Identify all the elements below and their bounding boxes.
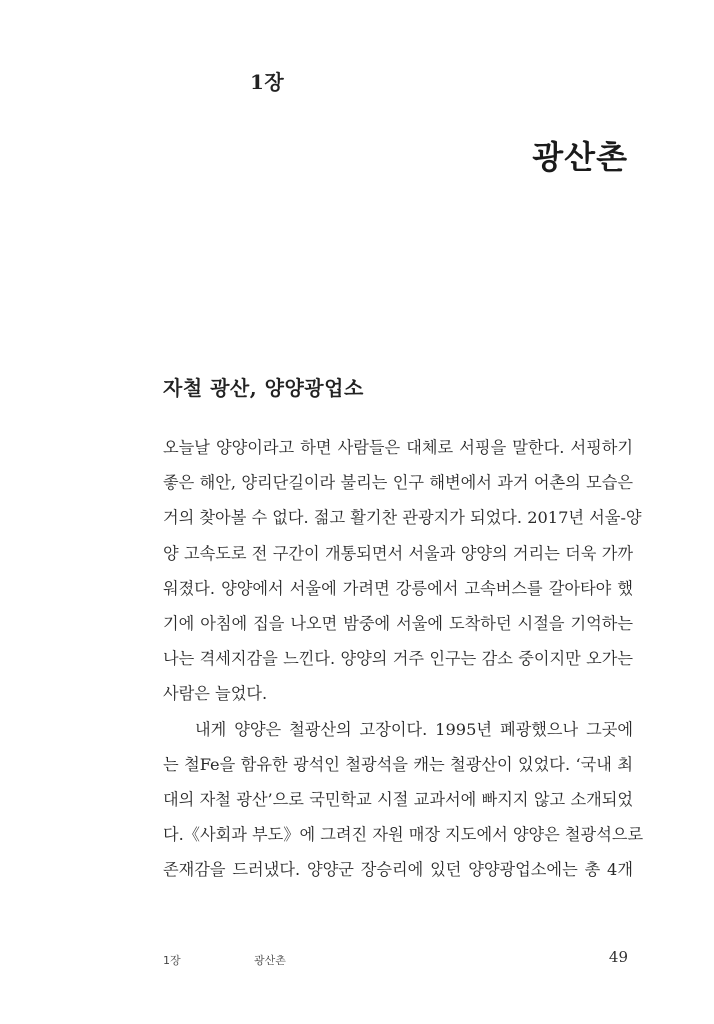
- body-line: 는 철Fe을 함유한 광석인 철광석을 캐는 철광산이 있었다. ‘국내 최: [163, 754, 633, 774]
- body-line: 존재감을 드러냈다. 양양군 장승리에 있던 양양광업소에는 총 4개: [163, 860, 633, 880]
- body-line: 사람은 늘었다.: [163, 684, 268, 704]
- footer-title: 광산촌: [254, 954, 286, 967]
- body-line: 양 고속도로 전 구간이 개통되면서 서울과 양양의 거리는 더욱 가까: [163, 543, 633, 563]
- chapter-label: 1장: [250, 70, 285, 94]
- body-line: 오늘날 양양이라고 하면 사람들은 대체로 서핑을 말한다. 서핑하기: [163, 438, 633, 457]
- body-line: 좋은 해안, 양리단길이라 불리는 인구 해변에서 과거 어촌의 모습은: [163, 473, 633, 493]
- body-line: 대의 자철 광산’으로 국민학교 시절 교과서에 빠지지 않고 소개되었: [163, 789, 633, 809]
- body-line: 나는 격세지감을 느낀다. 양양의 거주 인구는 감소 중이지만 오가는: [163, 649, 633, 669]
- body-line: 다.《사회과 부도》에 그려진 자원 매장 지도에서 양양은 철광석으로: [163, 825, 644, 845]
- body-line: 내게 양양은 철광산의 고장이다. 1995년 폐광했으나 그곳에: [195, 719, 633, 739]
- body-line: 기에 아침에 집을 나오면 밤중에 서울에 도착하던 시절을 기억하는: [163, 613, 633, 633]
- body-line: 워졌다. 양양에서 서울에 가려면 강릉에서 고속버스를 갈아타야 했: [163, 578, 633, 598]
- body-text: [163, 430, 644, 887]
- section-heading: 자철 광산, 양양광업소: [163, 376, 364, 400]
- footer-chapter: 1장: [163, 954, 181, 967]
- page-footer: [0, 948, 714, 970]
- body-line: 거의 찾아볼 수 없다. 젊고 활기찬 관광지가 되었다. 2017년 서울-양: [163, 508, 642, 528]
- chapter-title: 광산촌: [532, 138, 628, 176]
- page-number: 49: [608, 948, 628, 966]
